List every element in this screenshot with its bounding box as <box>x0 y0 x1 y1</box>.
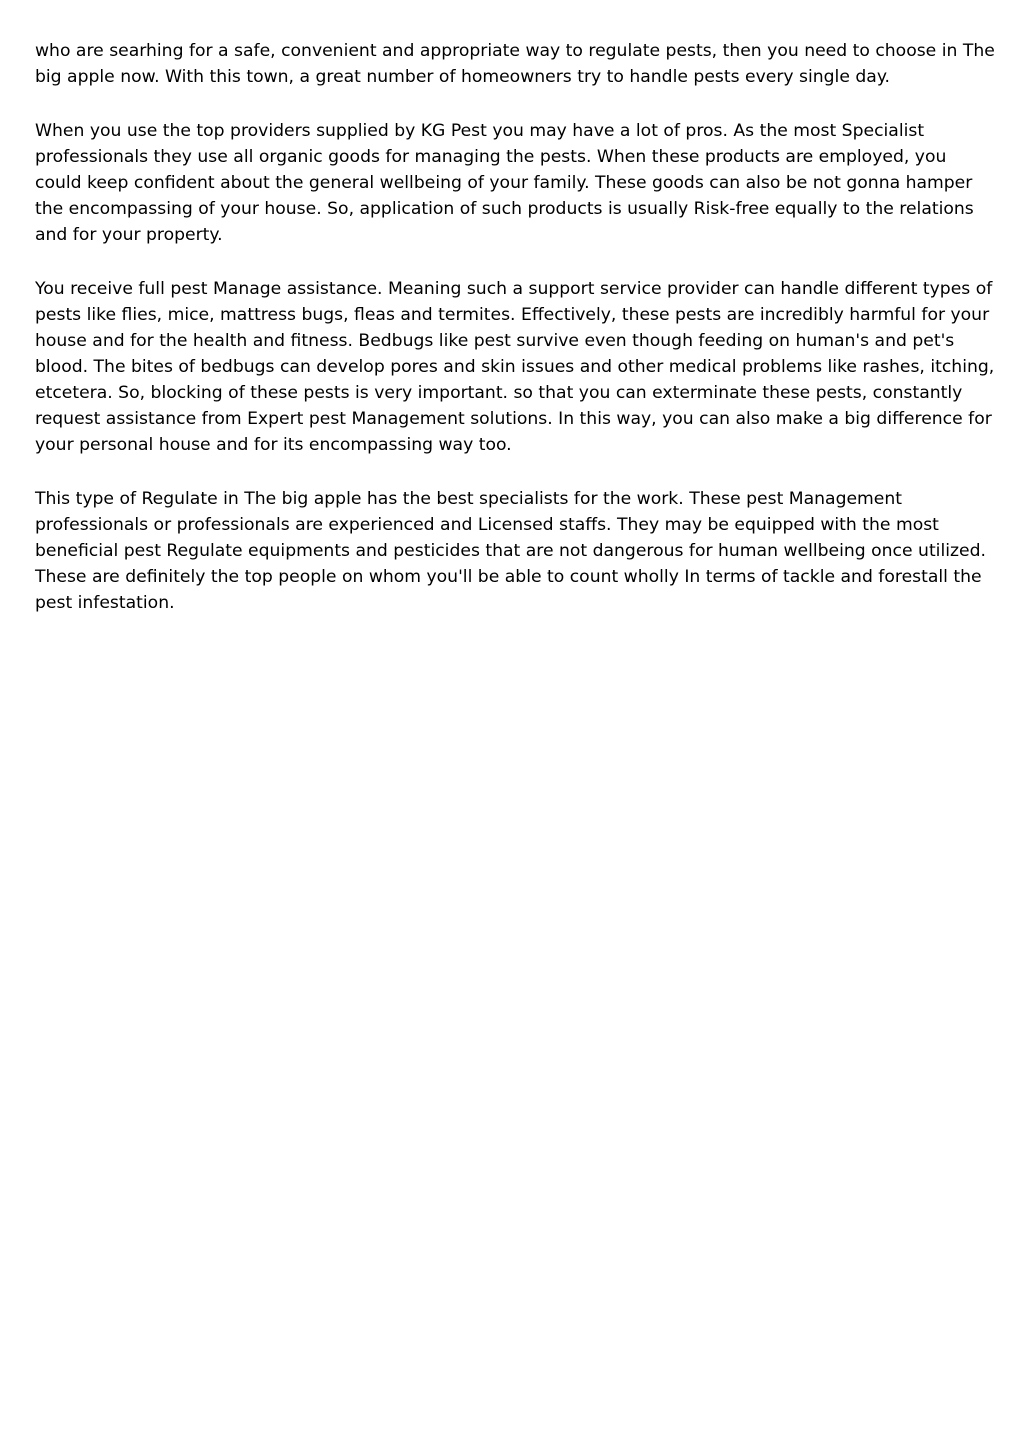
document-body <box>35 38 995 644</box>
paragraph-1: who are searhing for a safe, convenient and appropriate way to regulate pests, then you need to choose in The big apple now. With this town, a great number of homeowners try to handle pests every single day. <box>35 41 995 87</box>
paragraph-4: This type of Regulate in The big apple has the best specialists for the work. These pest Management professionals or professionals are experienced and Licensed staffs. They may be equipped with the most beneficial pest Regulate equipments and pesticides that are not dangerous for human wellbeing once utilized. These are definitely the top people on whom you'll be able to count wholly In terms of tackle and forestall the pest infestation. <box>35 489 986 613</box>
paragraph-3: You receive full pest Manage assistance. Meaning such a support service provider can handle different types of pests like flies, mice, mattress bugs, fleas and termites. Effectively, these pests are incredibly harmful for your house and for the health and fitness. Bedbugs like pest survive even though feeding on human's and pet's blood. The bites of bedbugs can develop pores and skin issues and other medical problems like rashes, itching, etcetera. So, blocking of these pests is very important. so that you can exterminate these pests, constantly request assistance from Expert pest Management solutions. In this way, you can also make a big difference for your personal house and for its encompassing way too. <box>35 279 995 455</box>
paragraph-2: When you use the top providers supplied by KG Pest you may have a lot of pros. As the most Specialist professionals they use all organic goods for managing the pests. When these products are employed, you could keep confident about the general wellbeing of your family. These goods can also be not gonna hamper the encompassing of your house. So, application of such products is usually Risk-free equally to the relations and for your property. <box>35 121 974 245</box>
